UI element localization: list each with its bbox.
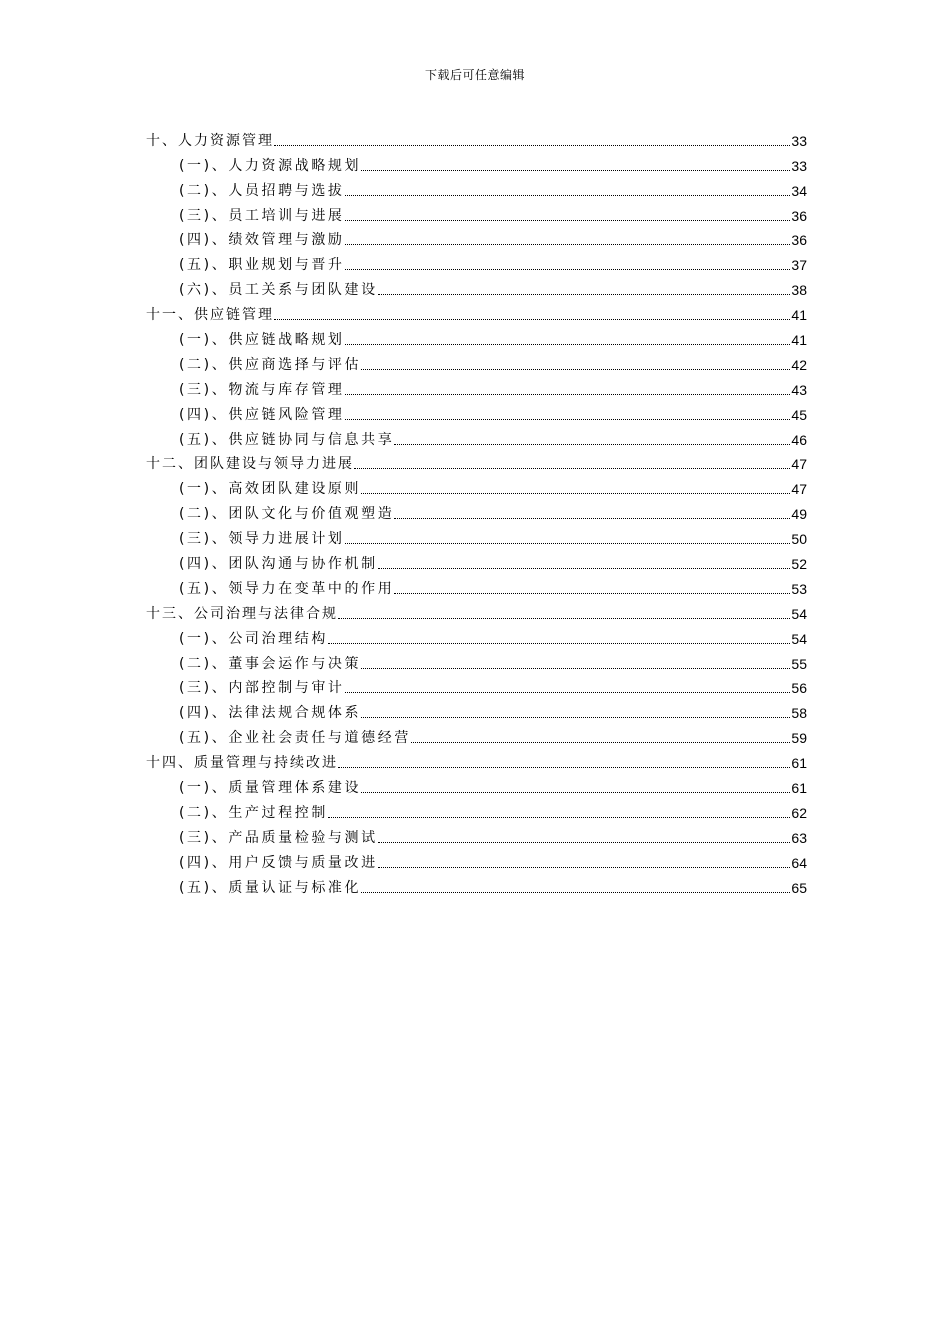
toc-dot-leader (345, 244, 791, 245)
toc-dot-leader (378, 842, 791, 843)
toc-page-number: 37 (791, 257, 807, 274)
toc-section-entry[interactable] (146, 698, 807, 723)
toc-chapter-entry[interactable] (146, 300, 807, 325)
toc-dot-leader (345, 195, 791, 196)
toc-page-number: 33 (791, 132, 807, 149)
toc-page-number: 62 (791, 804, 807, 821)
toc-dot-leader (411, 742, 790, 743)
toc-page-number: 43 (791, 381, 807, 398)
toc-page-number: 63 (791, 829, 807, 846)
toc-entry-title: (一)、高效团队建设原则 (179, 481, 362, 498)
toc-dot-leader (378, 294, 791, 295)
toc-dot-leader (378, 568, 791, 569)
toc-page-number: 56 (791, 680, 807, 697)
toc-section-entry[interactable] (146, 624, 807, 649)
toc-dot-leader (345, 220, 791, 221)
toc-page-number: 49 (791, 506, 807, 523)
toc-page-number: 53 (791, 580, 807, 597)
page-header: 下载后可任意编辑 (424, 68, 525, 82)
toc-entry-title: (二)、人员招聘与选拔 (179, 182, 345, 199)
toc-section-entry[interactable] (146, 275, 807, 300)
toc-section-entry[interactable] (146, 549, 807, 574)
toc-entry-title: (三)、内部控制与审计 (179, 680, 345, 697)
toc-section-entry[interactable] (146, 226, 807, 251)
toc-entry-title: (二)、供应商选择与评估 (179, 356, 362, 373)
toc-dot-leader (361, 892, 790, 893)
toc-page-number: 33 (791, 157, 807, 174)
toc-section-entry[interactable] (146, 723, 807, 748)
toc-entry-title: 十二、团队建设与领导力进展 (146, 456, 354, 473)
toc-dot-leader (394, 444, 790, 445)
toc-page-number: 65 (791, 879, 807, 896)
toc-section-entry[interactable] (146, 873, 807, 898)
toc-entry-title: (一)、公司治理结构 (179, 630, 328, 647)
toc-entry-title: (四)、供应链风险管理 (179, 406, 345, 423)
toc-entry-title: 十三、公司治理与法律合规 (146, 605, 338, 622)
toc-page-number: 64 (791, 854, 807, 871)
toc-page-number: 47 (791, 456, 807, 473)
toc-page-number: 50 (791, 531, 807, 548)
toc-dot-leader (378, 867, 791, 868)
toc-section-entry[interactable] (146, 499, 807, 524)
toc-page-number: 47 (791, 481, 807, 498)
toc-page-number: 59 (791, 730, 807, 747)
toc-entry-title: (三)、产品质量检验与测试 (179, 829, 378, 846)
toc-chapter-entry[interactable] (146, 126, 807, 151)
toc-page-number: 52 (791, 556, 807, 573)
toc-entry-title: (一)、质量管理体系建设 (179, 780, 362, 797)
toc-section-entry[interactable] (146, 201, 807, 226)
toc-section-entry[interactable] (146, 400, 807, 425)
toc-dot-leader (394, 518, 790, 519)
toc-page-number: 42 (791, 356, 807, 373)
toc-dot-leader (361, 792, 790, 793)
toc-entry-title: 十、人力资源管理 (146, 132, 274, 149)
toc-section-entry[interactable] (146, 773, 807, 798)
toc-entry-title: (五)、领导力在变革中的作用 (179, 580, 395, 597)
toc-entry-title: 十一、供应链管理 (146, 307, 274, 324)
toc-section-entry[interactable] (146, 823, 807, 848)
table-of-contents (146, 126, 807, 898)
toc-entry-title: (五)、供应链协同与信息共享 (179, 431, 395, 448)
toc-dot-leader (361, 493, 790, 494)
toc-section-entry[interactable] (146, 250, 807, 275)
toc-dot-leader (328, 817, 790, 818)
toc-page-number: 41 (791, 332, 807, 349)
toc-section-entry[interactable] (146, 524, 807, 549)
toc-dot-leader (361, 369, 790, 370)
toc-entry-title: 十四、质量管理与持续改进 (146, 755, 338, 772)
toc-entry-title: (一)、人力资源战略规划 (179, 157, 362, 174)
toc-section-entry[interactable] (146, 798, 807, 823)
toc-dot-leader (345, 419, 791, 420)
toc-chapter-entry[interactable] (146, 450, 807, 475)
toc-entry-title: (三)、员工培训与进展 (179, 207, 345, 224)
toc-dot-leader (354, 468, 790, 469)
toc-page-number: 61 (791, 755, 807, 772)
toc-entry-title: (三)、领导力进展计划 (179, 531, 345, 548)
toc-entry-title: (二)、董事会运作与决策 (179, 655, 362, 672)
toc-entry-title: (五)、企业社会责任与道德经营 (179, 730, 411, 747)
toc-entry-title: (四)、法律法规合规体系 (179, 705, 362, 722)
toc-page-number: 61 (791, 780, 807, 797)
toc-chapter-entry[interactable] (146, 748, 807, 773)
toc-dot-leader (345, 692, 791, 693)
toc-page-number: 46 (791, 431, 807, 448)
toc-section-entry[interactable] (146, 151, 807, 176)
toc-dot-leader (345, 394, 791, 395)
toc-dot-leader (338, 618, 790, 619)
toc-page-number: 36 (791, 232, 807, 249)
toc-page-number: 45 (791, 406, 807, 423)
toc-page-number: 58 (791, 705, 807, 722)
toc-section-entry[interactable] (146, 375, 807, 400)
toc-page-number: 54 (791, 630, 807, 647)
toc-entry-title: (四)、绩效管理与激励 (179, 232, 345, 249)
toc-section-entry[interactable] (146, 574, 807, 599)
toc-page-number: 36 (791, 207, 807, 224)
toc-section-entry[interactable] (146, 325, 807, 350)
toc-dot-leader (274, 319, 790, 320)
toc-dot-leader (345, 344, 791, 345)
toc-page-number: 55 (791, 655, 807, 672)
toc-page-number: 38 (791, 282, 807, 299)
toc-dot-leader (328, 643, 790, 644)
toc-entry-title: (五)、质量认证与标准化 (179, 879, 362, 896)
toc-entry-title: (五)、职业规划与晋升 (179, 257, 345, 274)
toc-section-entry[interactable] (146, 425, 807, 450)
toc-entry-title: (三)、物流与库存管理 (179, 381, 345, 398)
toc-chapter-entry[interactable] (146, 599, 807, 624)
toc-section-entry[interactable] (146, 649, 807, 674)
toc-dot-leader (361, 668, 790, 669)
toc-section-entry[interactable] (146, 848, 807, 873)
toc-entry-title: (二)、生产过程控制 (179, 804, 328, 821)
toc-entry-title: (四)、团队沟通与协作机制 (179, 556, 378, 573)
toc-page-number: 41 (791, 307, 807, 324)
toc-entry-title: (六)、员工关系与团队建设 (179, 282, 378, 299)
toc-dot-leader (274, 145, 790, 146)
toc-dot-leader (345, 543, 791, 544)
toc-dot-leader (338, 767, 790, 768)
toc-entry-title: (二)、团队文化与价值观塑造 (179, 506, 395, 523)
toc-page-number: 54 (791, 605, 807, 622)
toc-entry-title: (一)、供应链战略规划 (179, 332, 345, 349)
toc-dot-leader (361, 717, 790, 718)
toc-page-number: 34 (791, 182, 807, 199)
toc-section-entry[interactable] (146, 350, 807, 375)
toc-section-entry[interactable] (146, 474, 807, 499)
toc-section-entry[interactable] (146, 176, 807, 201)
toc-dot-leader (394, 593, 790, 594)
toc-section-entry[interactable] (146, 674, 807, 699)
toc-dot-leader (345, 269, 791, 270)
toc-entry-title: (四)、用户反馈与质量改进 (179, 854, 378, 871)
toc-dot-leader (361, 170, 790, 171)
